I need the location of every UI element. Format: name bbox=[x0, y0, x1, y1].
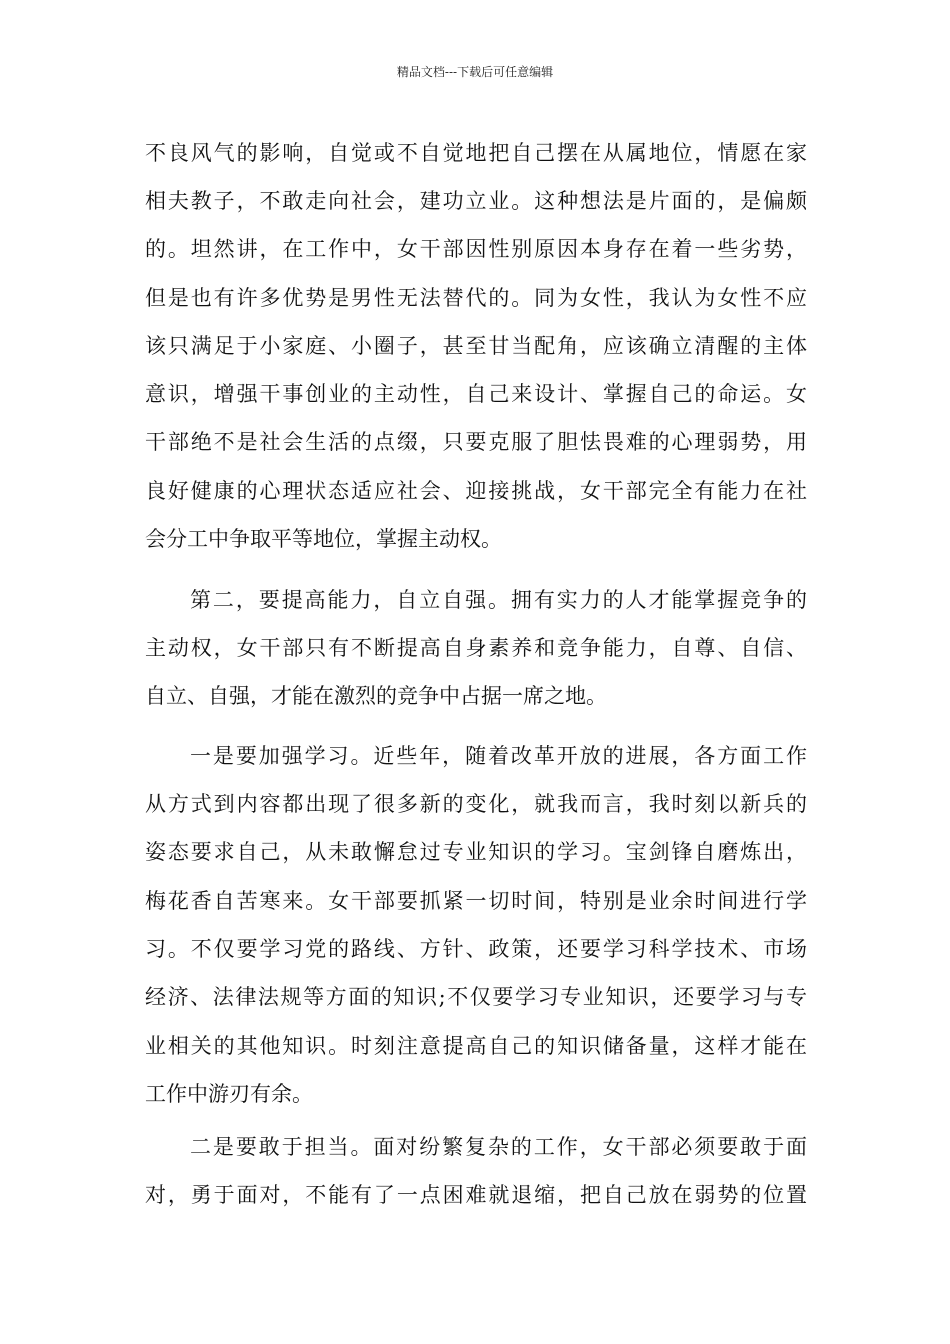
text-line: 习。不仅要学习党的路线、方针、政策，还要学习科学技术、市场 bbox=[145, 937, 807, 961]
text-line: 良好健康的心理状态适应社会、迎接挑战，女干部完全有能力在社 bbox=[145, 479, 807, 503]
text-line: 工作中游刃有余。 bbox=[145, 1082, 313, 1106]
text-line: 姿态要求自己，从未敢懈怠过专业知识的学习。宝剑锋自磨炼出， bbox=[145, 840, 807, 864]
page-header: 精品文档---下载后可任意编辑 bbox=[396, 65, 554, 79]
text-line: 从方式到内容都出现了很多新的变化，就我而言，我时刻以新兵的 bbox=[145, 792, 807, 816]
text-line: 意识，增强干事创业的主动性，自己来设计、掌握自己的命运。女 bbox=[145, 382, 807, 406]
text-line: 干部绝不是社会生活的点缀，只要克服了胆怯畏难的心理弱势，用 bbox=[145, 430, 807, 454]
text-line: 该只满足于小家庭、小圈子，甚至甘当配角，应该确立清醒的主体 bbox=[145, 334, 807, 358]
text-line: 经济、法律法规等方面的知识;不仅要学习专业知识，还要学习与专 bbox=[145, 985, 807, 1009]
text-line: 会分工中争取平等地位，掌握主动权。 bbox=[145, 527, 502, 551]
paragraph-first-line: 第二，要提高能力，自立自强。拥有实力的人才能掌握竞争的 bbox=[190, 588, 807, 612]
text-line: 业相关的其他知识。时刻注意提高自己的知识储备量，这样才能在 bbox=[145, 1034, 807, 1058]
paragraph-first-line: 二是要敢于担当。面对纷繁复杂的工作，女干部必须要敢于面 bbox=[190, 1135, 807, 1159]
text-line: 相夫教子，不敢走向社会，建功立业。这种想法是片面的，是偏颇 bbox=[145, 189, 807, 213]
text-line: 的。坦然讲，在工作中，女干部因性别原因本身存在着一些劣势， bbox=[145, 237, 807, 261]
paragraph-first-line: 一是要加强学习。近些年，随着改革开放的进展，各方面工作 bbox=[190, 744, 807, 768]
text-line: 不良风气的影响，自觉或不自觉地把自己摆在从属地位，情愿在家 bbox=[145, 141, 807, 165]
text-line: 主动权，女干部只有不断提高自身素养和竞争能力，自尊、自信、 bbox=[145, 636, 807, 660]
text-line: 自立、自强，才能在激烈的竞争中占据一席之地。 bbox=[145, 684, 607, 708]
text-line: 但是也有许多优势是男性无法替代的。同为女性，我认为女性不应 bbox=[145, 286, 807, 310]
text-line: 梅花香自苦寒来。女干部要抓紧一切时间，特别是业余时间进行学 bbox=[145, 889, 807, 913]
text-line: 对，勇于面对，不能有了一点困难就退缩，把自己放在弱势的位置 bbox=[145, 1183, 807, 1207]
